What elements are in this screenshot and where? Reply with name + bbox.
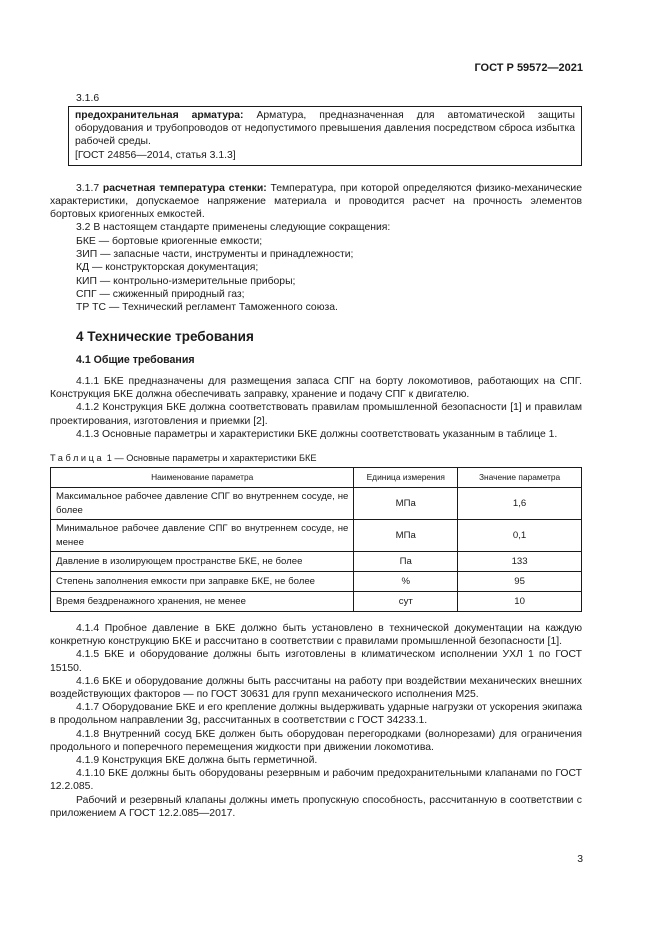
paragraph-4-1-9: 4.1.9 Конструкция БКЕ должна быть герметичной.: [76, 755, 318, 767]
table-caption: [50, 452, 316, 465]
parameter-name: Минимальное рабочее давление СПГ во внутреннем сосуде, не менее: [51, 520, 354, 552]
abbreviation-item: БКЕ — бортовые криогенные емкости;: [76, 236, 263, 247]
parameters-table: [50, 467, 582, 612]
parameter-name: Степень заполнения емкости при заправке БКЕ, не более: [51, 572, 354, 592]
table-row: [51, 572, 582, 592]
paragraph-4-1-10: 4.1.10 БКЕ должны быть оборудованы резервным и рабочим предохранительными клапанами по ГОСТ 12.2.085.: [50, 768, 582, 793]
paragraph-4-1-2: 4.1.2 Конструкция БКЕ должна соответствовать правилам промышленной безопасности [1] и правилам проектирования, изготовления и приемки [2].: [50, 402, 582, 427]
parameter-name: Максимальное рабочее давление СПГ во внутреннем сосуде, не более: [51, 488, 354, 520]
abbreviation-item: КД — конструкторская документация;: [76, 262, 259, 274]
table-caption-text: 1 — Основные параметры и характеристики БКЕ: [104, 453, 317, 463]
column-header-unit: Единица измерения: [354, 468, 458, 488]
quoted-definition-box: [68, 106, 582, 166]
parameter-unit: Па: [354, 552, 458, 572]
table-row: [51, 552, 582, 572]
column-header-name: Наименование параметра: [51, 468, 354, 488]
paragraph-4-1-3: 4.1.3 Основные параметры и характеристики БКЕ должны соответствовать указанным в таблице 1.: [76, 428, 558, 440]
definition-3-1-7: [50, 182, 582, 222]
table-header-row: [51, 468, 582, 488]
table-caption-word: Таблица: [50, 453, 105, 463]
paragraph-4-1-8: 4.1.8 Внутренний сосуд БКЕ должен быть оборудован перегородками (волнорезами) для ограничения продольного и поперечного перемещения жидкости при движении локомотива.: [50, 728, 582, 753]
section-4-1-heading: 4.1 Общие требования: [76, 354, 195, 366]
parameter-unit: МПа: [354, 520, 458, 552]
parameter-unit: %: [354, 572, 458, 592]
paragraph-4-1-5: 4.1.5 БКЕ и оборудование должны быть изготовлены в климатическом исполнении УХЛ 1 по ГОСТ 15150.: [50, 649, 582, 674]
parameter-unit: МПа: [354, 488, 458, 520]
page-number: 3: [577, 854, 583, 865]
table-row: [51, 520, 582, 552]
table-row: [51, 488, 582, 520]
definition-source: [ГОСТ 24856—2014, статья 3.1.3]: [75, 149, 236, 161]
definition-3-1-6: [75, 109, 575, 149]
abbreviation-item: ТР ТС — Технический регламент Таможенного союза.: [76, 302, 338, 314]
column-header-value: Значение параметра: [458, 468, 582, 488]
paragraph-4-1-4: 4.1.4 Пробное давление в БКЕ должно быть установлено в технической документации на каждую конкретную конструкцию БКЕ и рассчитано в соответствии с правилами промышленной безопасности [1].: [50, 623, 582, 648]
parameter-name: Давление в изолирующем пространстве БКЕ, не более: [51, 552, 354, 572]
parameter-unit: сут: [354, 592, 458, 612]
clause-number-3-1-6: 3.1.6: [76, 93, 100, 104]
table-row: [51, 592, 582, 612]
paragraph-4-1-6: 4.1.6 БКЕ и оборудование должны быть рассчитаны на работу при воздействии механических внешних воздействующих факторов — по ГОСТ 30631 для групп механического исполнения М25.: [50, 675, 582, 701]
abbreviation-item: ЗИП — запасные части, инструменты и принадлежности;: [76, 249, 354, 261]
parameter-name: Время бездренажного хранения, не менее: [51, 592, 354, 612]
term-3-1-6: предохранительная арматура:: [75, 110, 244, 121]
section-4-heading: 4 Технические требования: [76, 329, 254, 344]
definition-text-3-1-6: Арматура, предназначенная для автоматической защиты оборудования и трубопроводов от недопустимого превышения давления посредством сброса избытка рабочей среды.: [75, 110, 575, 148]
parameter-value: 10: [458, 592, 582, 612]
paragraph-valves-capacity: Рабочий и резервный клапаны должны иметь пропускную способность, рассчитанную в соответствии с приложением А ГОСТ 12.2.085—2017.: [50, 794, 582, 819]
paragraph-4-1-1: 4.1.1 БКЕ предназначены для размещения запаса СПГ на борту локомотивов, работающих на СПГ. Конструкция БКЕ должна обеспечивать заправку, хранение и подачу СПГ к двигателю.: [50, 376, 582, 401]
definition-text-3-1-7: Температура, при которой определяются физико-механические характеристики, допускаемое напряжение материала и проводится расчет на прочность элементов бортовых криогенных емкостей.: [50, 183, 582, 221]
term-3-1-7: расчетная температура стенки:: [102, 183, 267, 194]
parameter-value: 95: [458, 572, 582, 592]
document-code: ГОСТ Р 59572—2021: [474, 62, 583, 74]
abbreviation-item: КИП — контрольно-измерительные приборы;: [76, 275, 296, 287]
parameter-value: 1,6: [458, 488, 582, 520]
paragraphs-before-table: [50, 375, 582, 441]
paragraph-4-1-7: 4.1.7 Оборудование БКЕ и его крепление должны выдерживать ударные нагрузки от ускорения экипажа в продольном направлении 3g, рассчитанных в соответствии с ГОСТ 34233.1.: [50, 702, 582, 727]
clause-number-3-1-7: 3.1.7: [76, 183, 100, 194]
paragraphs-after-table: [50, 622, 582, 820]
parameter-value: 0,1: [458, 520, 582, 552]
parameter-value: 133: [458, 552, 582, 572]
abbreviation-item: СПГ — сжиженный природный газ;: [76, 288, 245, 300]
abbreviations-list: [76, 235, 582, 314]
abbreviations-intro: 3.2 В настоящем стандарте применены следующие сокращения:: [76, 222, 391, 233]
